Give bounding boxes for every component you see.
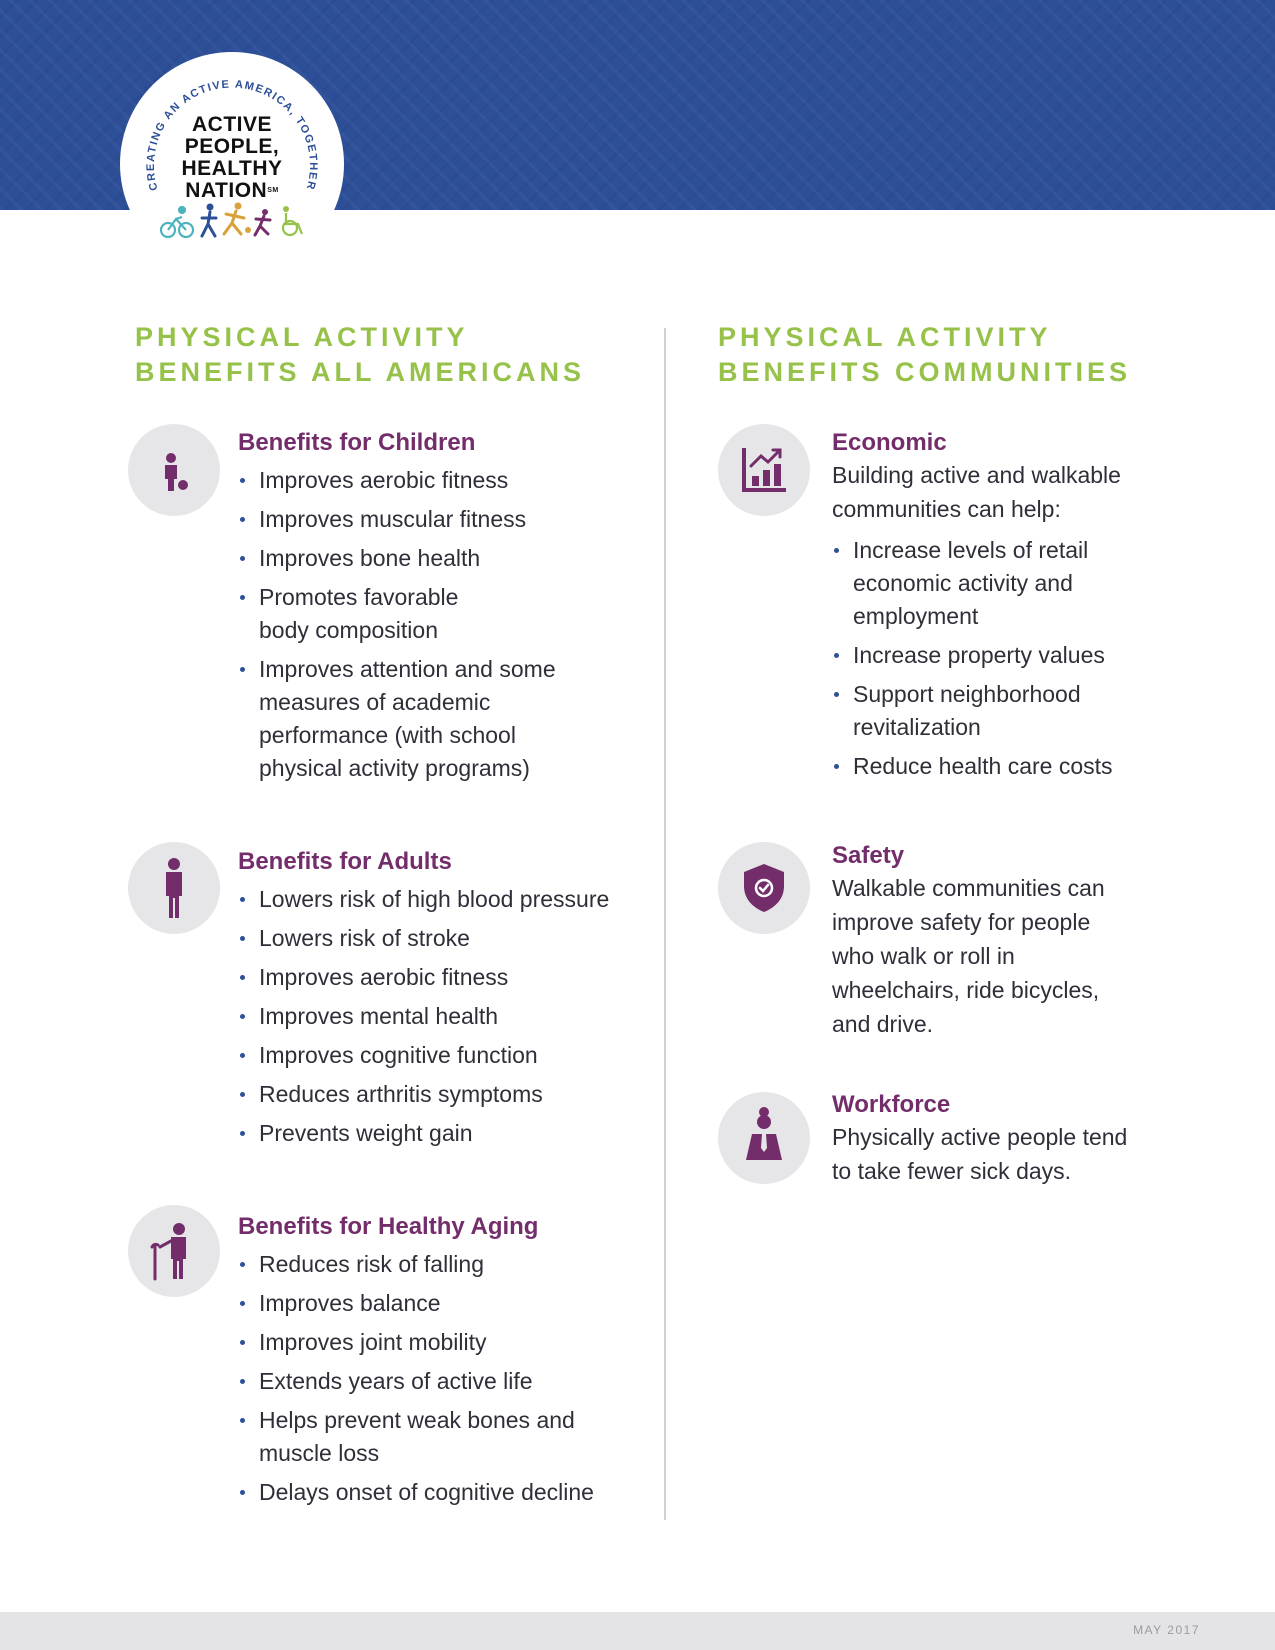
list-item: Helps prevent weak bones and muscle loss	[238, 1404, 599, 1470]
right-heading-line-1: PHYSICAL ACTIVITY	[718, 322, 1052, 352]
right-heading-line-2: BENEFITS COMMUNITIES	[718, 357, 1132, 387]
list-item: Promotes favorable body composition	[238, 581, 479, 647]
wheelchair-icon	[283, 206, 302, 235]
shield-check-icon	[718, 842, 810, 934]
list-item: Improves balance	[238, 1287, 638, 1320]
logo-line-2: PEOPLE,	[184, 135, 280, 158]
economic-title: Economic	[832, 429, 947, 456]
workforce-benefits	[832, 1090, 1152, 1196]
list-item: Improves attention and some measures of academic performance (with school physical activity programs)	[238, 653, 559, 785]
list-item: Prevents weight gain	[238, 1117, 638, 1150]
left-heading-line-1: PHYSICAL ACTIVITY	[135, 322, 469, 352]
footer-bar	[0, 1612, 1275, 1650]
economic-benefits	[832, 428, 1152, 789]
healthy-aging-list	[238, 1248, 638, 1509]
logo-line-4: NATION	[185, 179, 268, 202]
list-item: Improves aerobic fitness	[238, 464, 638, 497]
children-benefits	[238, 428, 638, 791]
list-item: Support neighborhood revitalization	[832, 678, 1098, 744]
list-item: Improves bone health	[238, 542, 638, 575]
list-item: Improves mental health	[238, 1000, 638, 1033]
adults-title: Benefits for Adults	[238, 848, 452, 875]
safety-title: Safety	[832, 842, 905, 869]
cyclist-icon	[161, 207, 193, 237]
worker-icon	[718, 1092, 810, 1184]
list-item: Reduces risk of falling	[238, 1248, 638, 1281]
adults-benefits	[238, 847, 638, 1156]
logo-line-1: ACTIVE	[191, 113, 272, 136]
list-item: Extends years of active life	[238, 1365, 638, 1398]
list-item: Lowers risk of stroke	[238, 922, 638, 955]
economic-list	[832, 534, 1152, 783]
list-item: Reduces arthritis symptoms	[238, 1078, 638, 1111]
adults-list	[238, 883, 638, 1150]
walker-icon	[202, 204, 216, 237]
list-item: Increase levels of retail economic activity and employment	[832, 534, 1098, 633]
logo	[120, 52, 344, 276]
elderly-with-cane-icon	[128, 1205, 220, 1297]
list-item: Improves muscular fitness	[238, 503, 638, 536]
footer-date: MAY 2017	[1133, 1623, 1200, 1637]
logo-service-mark: SM	[267, 187, 279, 194]
adult-icon	[128, 842, 220, 934]
list-item: Improves aerobic fitness	[238, 961, 638, 994]
child-icon	[128, 424, 220, 516]
healthy-aging-benefits	[238, 1212, 638, 1515]
list-item: Increase property values	[832, 639, 1152, 672]
kid-running-icon	[255, 209, 270, 235]
list-item: Lowers risk of high blood pressure	[238, 883, 638, 916]
list-item: Improves cognitive function	[238, 1039, 638, 1072]
runner-icon	[224, 203, 251, 235]
children-list	[238, 464, 638, 785]
left-column-heading	[135, 320, 585, 390]
safety-benefits	[832, 841, 1142, 1049]
healthy-aging-title: Benefits for Healthy Aging	[238, 1213, 539, 1240]
logo-wordmark	[120, 114, 344, 202]
right-column-heading	[718, 320, 1131, 390]
column-divider	[664, 328, 666, 1520]
bar-chart-trend-icon	[718, 424, 810, 516]
list-item: Delays onset of cognitive decline	[238, 1476, 638, 1509]
workforce-intro: Physically active people tend to take fewer sick days.	[832, 1124, 1128, 1184]
safety-intro: Walkable communities can improve safety for people who walk or roll in wheelchairs, ride bicycles, and drive.	[832, 875, 1105, 1037]
list-item: Improves joint mobility	[238, 1326, 638, 1359]
left-heading-line-2: BENEFITS ALL AMERICANS	[135, 357, 586, 387]
logo-line-3: HEALTHY	[181, 157, 283, 180]
workforce-title: Workforce	[832, 1091, 951, 1118]
economic-intro: Building active and walkable communities can help:	[832, 462, 1121, 522]
children-title: Benefits for Children	[238, 429, 476, 456]
logo-arc-text: CREATING AN ACTIVE AMERICA, TOGETHER	[144, 78, 320, 192]
list-item: Reduce health care costs	[832, 750, 1152, 783]
